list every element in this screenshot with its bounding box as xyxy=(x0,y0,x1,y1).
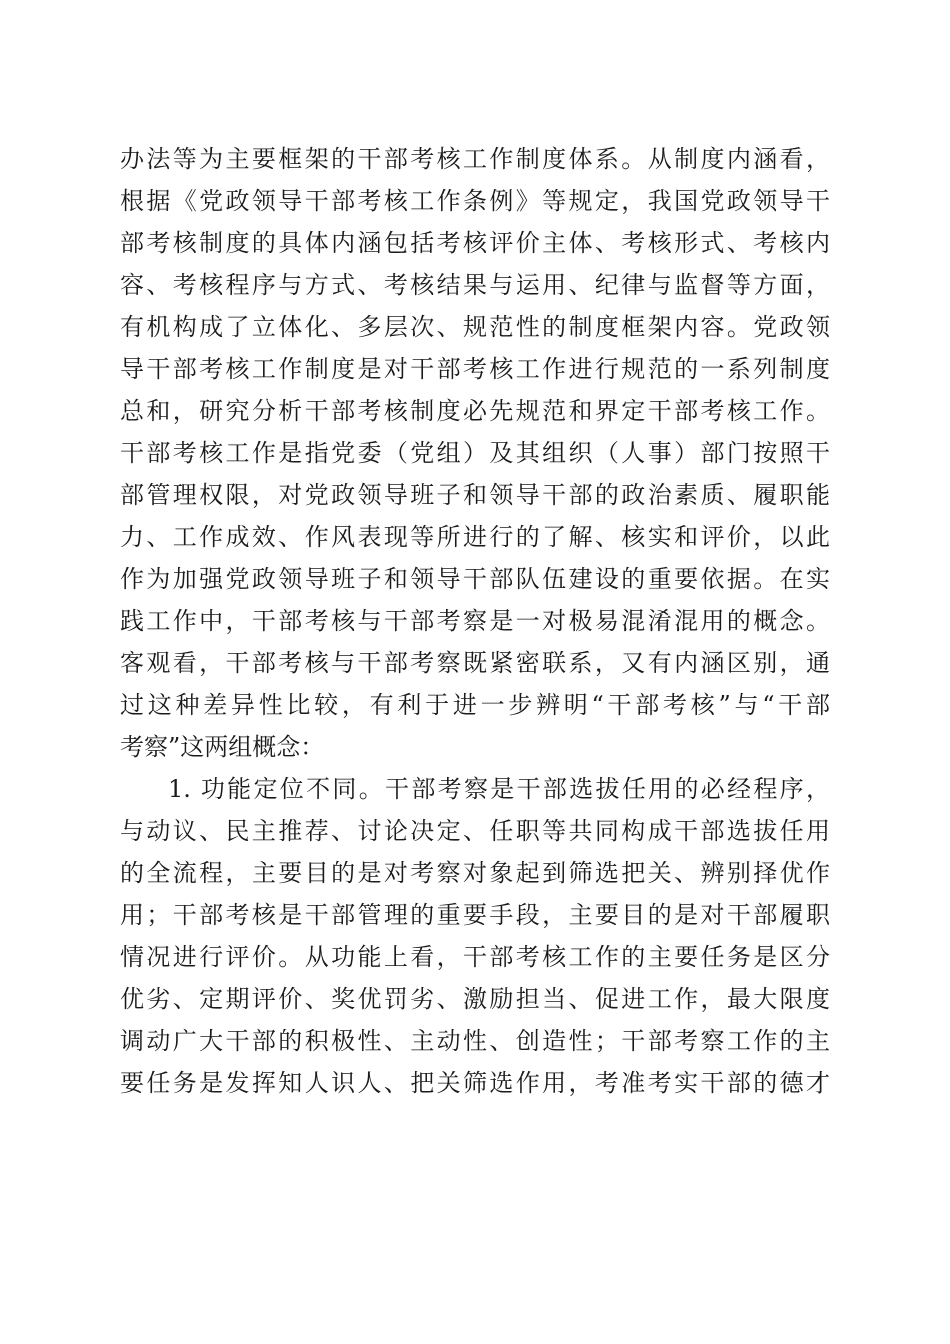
body-text xyxy=(120,138,830,1104)
text-line: 优劣、定期评价、奖优罚劣、激励担当、促进工作，最大限度 xyxy=(120,985,830,1013)
text-line: 调动广大干部的积极性、主动性、创造性；干部考察工作的主 xyxy=(120,1027,830,1055)
text-line: 情况进行评价。从功能上看，干部考核工作的主要任务是区分 xyxy=(120,943,830,971)
text-line: 力、工作成效、作风表现等所进行的了解、核实和评价，以此 xyxy=(120,523,830,551)
text-line: 作为加强党政领导班子和领导干部队伍建设的重要依据。在实 xyxy=(120,565,830,593)
text-line: 根据《党政领导干部考核工作条例》等规定，我国党政领导干 xyxy=(120,187,830,215)
text-line: 总和，研究分析干部考核制度必先规范和界定干部考核工作。 xyxy=(120,397,830,425)
text-line: 干部考核工作是指党委（党组）及其组织（人事）部门按照干 xyxy=(120,439,830,467)
text-line: 践工作中，干部考核与干部考察是一对极易混淆混用的概念。 xyxy=(120,607,830,635)
text-line: 过这种差异性比较，有利于进一步辨明“干部考核”与“干部 xyxy=(120,691,830,719)
text-line: 导干部考核工作制度是对干部考核工作进行规范的一系列制度 xyxy=(120,355,830,383)
text-line: 客观看，干部考核与干部考察既紧密联系，又有内涵区别，通 xyxy=(120,649,830,677)
text-line: 有机构成了立体化、多层次、规范性的制度框架内容。党政领 xyxy=(120,313,830,341)
text-line-indented: 1. 功能定位不同。干部考察是干部选拔任用的必经程序， xyxy=(168,775,830,803)
text-line: 的全流程，主要目的是对考察对象起到筛选把关、辨别择优作 xyxy=(120,859,830,887)
text-line: 考察”这两组概念： xyxy=(120,733,325,761)
text-line: 容、考核程序与方式、考核结果与运用、纪律与监督等方面， xyxy=(120,271,830,299)
text-line: 部考核制度的具体内涵包括考核评价主体、考核形式、考核内 xyxy=(120,229,830,257)
text-line: 用；干部考核是干部管理的重要手段，主要目的是对干部履职 xyxy=(120,901,830,929)
text-line: 办法等为主要框架的干部考核工作制度体系。从制度内涵看， xyxy=(120,145,830,173)
text-line: 与动议、民主推荐、讨论决定、任职等共同构成干部选拔任用 xyxy=(120,817,830,845)
text-line: 部管理权限，对党政领导班子和领导干部的政治素质、履职能 xyxy=(120,481,830,509)
text-line: 要任务是发挥知人识人、把关筛选作用，考准考实干部的德才 xyxy=(120,1069,830,1097)
